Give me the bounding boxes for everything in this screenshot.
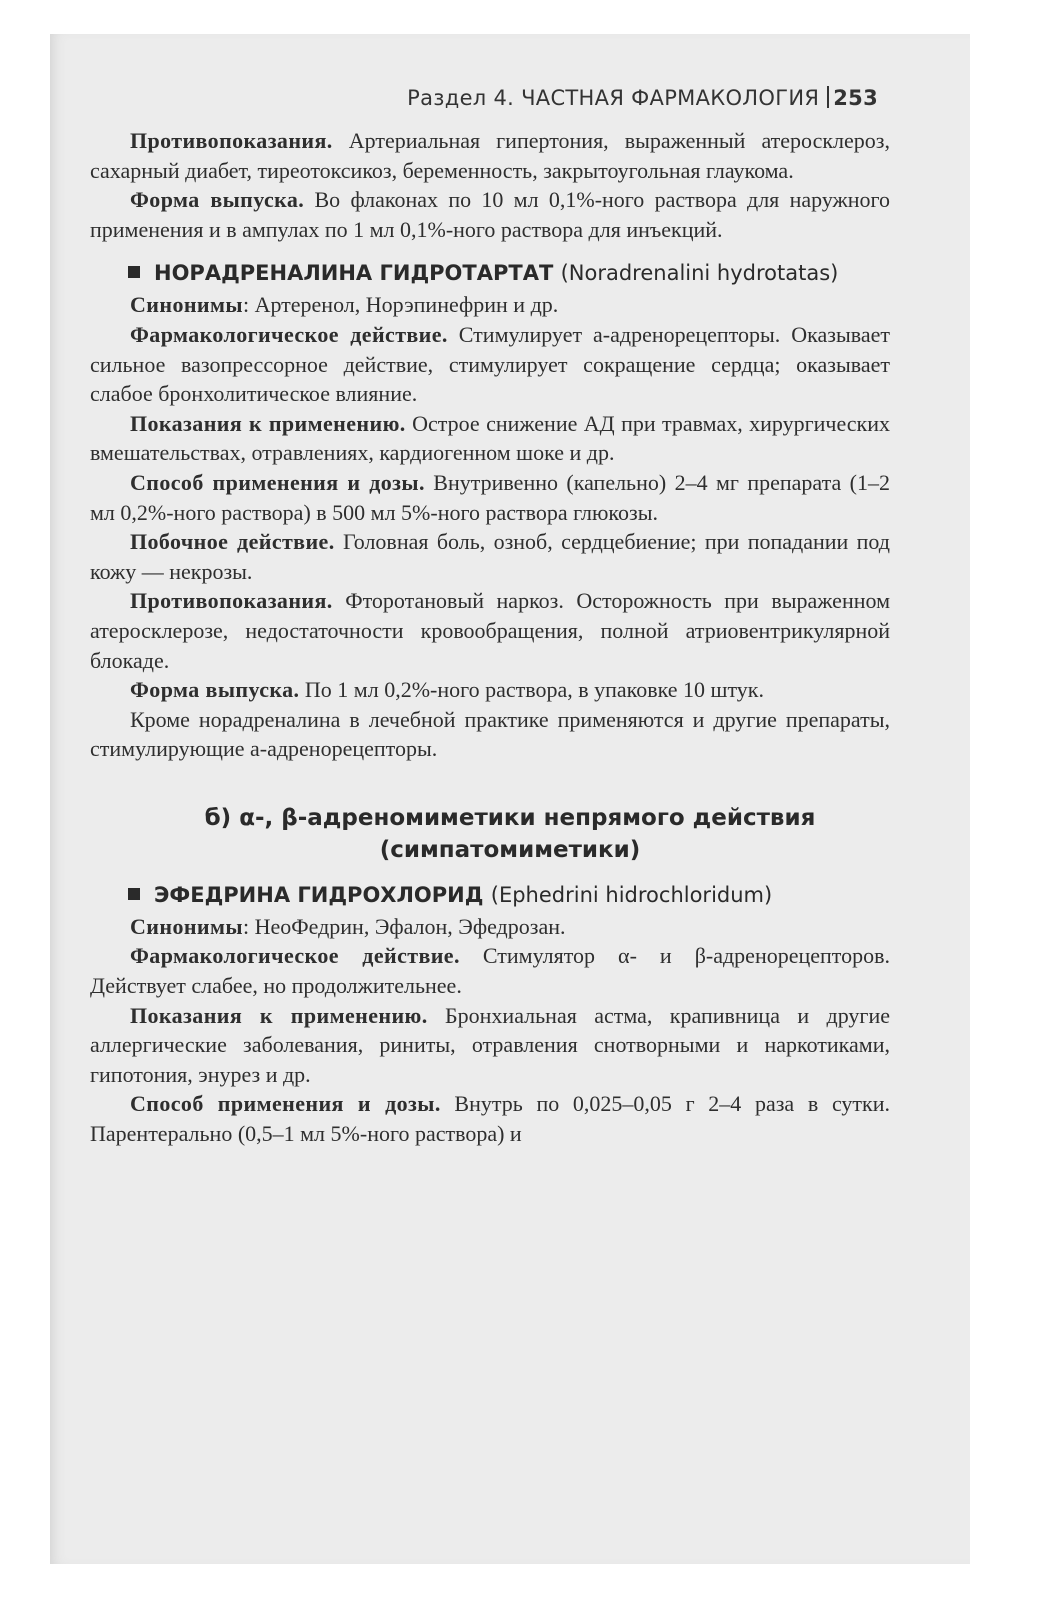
paragraph-label: Синонимы	[130, 913, 243, 939]
paragraph-text: Бронхиальная астма, крапивница и другие аллергические заболевания, риниты, отравления снотворными и наркотиками, гипотония, энурез и др.	[90, 1002, 890, 1087]
paragraph-text: Внутривенно (капельно) 2–4 мг препарата (1–2 мл 0,2%-ного раствора) в 500 мл 5%-ного раствора глюкозы.	[90, 469, 891, 525]
paragraph-text: Артериальная гипертония, выраженный атеросклероз, сахарный диабет, тиреотоксикоз, беременность, закрытоугольная глаукома.	[90, 128, 890, 183]
paragraph-text: Фторотановый наркоз. Осторожность при выраженном атеросклерозе, недостаточности кровообращения, полной атриовентрикулярной блокаде.	[90, 588, 890, 673]
paragraph	[90, 468, 890, 527]
paragraph	[90, 409, 890, 468]
paragraph	[90, 185, 890, 244]
square-bullet-icon	[128, 266, 140, 278]
drug-heading	[128, 880, 890, 910]
paragraph-label: Фармакологическое действие.	[130, 943, 460, 969]
paragraph-text: Острое снижение АД при травмах, хирургических вмешательствах, отравлениях, кардиогенном шоке и др.	[90, 410, 890, 466]
paragraph-text: Во флаконах по 10 мл 0,1%-ного раствора для наружного применения и в ампулах по 1 мл 0,1%-ного раствора для инъекций.	[90, 187, 890, 242]
subsection-title-line1: б) α-, β-адреномиметики непрямого действия	[204, 804, 816, 831]
paragraph	[90, 1089, 890, 1148]
paragraph	[90, 941, 890, 1000]
paragraph-text: Внутрь по 0,025–0,05 г 2–4 раза в сутки. Парентерально (0,5–1 мл 5%-ного раствора) и	[90, 1091, 890, 1147]
paragraph-text: Головная боль, озноб, сердцебиение; при попадании под кожу — некрозы.	[90, 529, 890, 584]
paragraph	[90, 527, 890, 586]
paragraph-label: Фармакологическое действие.	[130, 321, 448, 347]
paragraph	[90, 586, 890, 675]
paragraph-label: Способ применения и дозы.	[130, 1091, 441, 1117]
subsection-heading	[130, 802, 890, 866]
paragraph-label: Способ применения и дозы.	[130, 469, 425, 495]
paragraph-label: Форма выпуска.	[130, 187, 305, 213]
paragraph-label: Показания к применению.	[130, 410, 406, 436]
drug-latin-name: (Noradrenalini hydrotatas)	[560, 261, 839, 286]
header-section-title: Раздел 4. ЧАСТНАЯ ФАРМАКОЛОГИЯ	[407, 86, 820, 110]
subsection-title-line2: (симпатомиметики)	[379, 836, 641, 863]
paragraph-label: Побочное действие.	[130, 529, 335, 555]
paragraph	[90, 705, 890, 764]
paragraph-label: Показания к применению.	[130, 1002, 428, 1028]
header-separator	[827, 86, 829, 108]
paragraph-text: Стимулирует а-адренорецепторы. Оказывает сильное вазопрессорное действие, стимулирует сокращение сердца; оказывает слабое бронхолитическое влияние.	[90, 321, 890, 407]
paragraph	[90, 290, 890, 320]
paragraph-text: : НеоФедрин, Эфалон, Эфедрозан.	[242, 913, 566, 939]
paragraph-label: Противопоказания.	[130, 128, 333, 153]
paragraph-text: По 1 мл 0,2%-ного раствора, в упаковке 10 штук.	[299, 677, 764, 703]
running-header	[90, 86, 878, 110]
paragraph-label: Синонимы	[130, 292, 243, 318]
book-page	[90, 86, 890, 1149]
drug-name: ЭФЕДРИНА ГИДРОХЛОРИД	[154, 882, 484, 907]
paragraph-text: Стимулятор α- и β-адренорецепторов. Действует слабее, но продолжительнее.	[90, 943, 891, 999]
drug-name: НОРАДРЕНАЛИНА ГИДРОТАРТАТ	[154, 261, 554, 286]
square-bullet-icon	[128, 888, 140, 900]
paragraph	[90, 675, 890, 705]
paragraph	[90, 126, 890, 185]
paragraph-label: Противопоказания.	[130, 588, 333, 614]
paragraph-text: Кроме норадреналина в лечебной практике применяются и другие препараты, стимулирующие а-адренорецепторы.	[90, 706, 890, 762]
page-number: 253	[833, 86, 878, 110]
paragraph-label: Форма выпуска.	[130, 677, 300, 703]
paragraph	[90, 1001, 890, 1090]
drug-heading	[128, 258, 890, 288]
paragraph-text: : Артеренол, Норэпинефрин и др.	[242, 292, 559, 318]
paragraph	[90, 320, 890, 409]
paragraph	[90, 912, 890, 942]
drug-latin-name: (Ephedrini hidrochloridum)	[490, 882, 773, 907]
